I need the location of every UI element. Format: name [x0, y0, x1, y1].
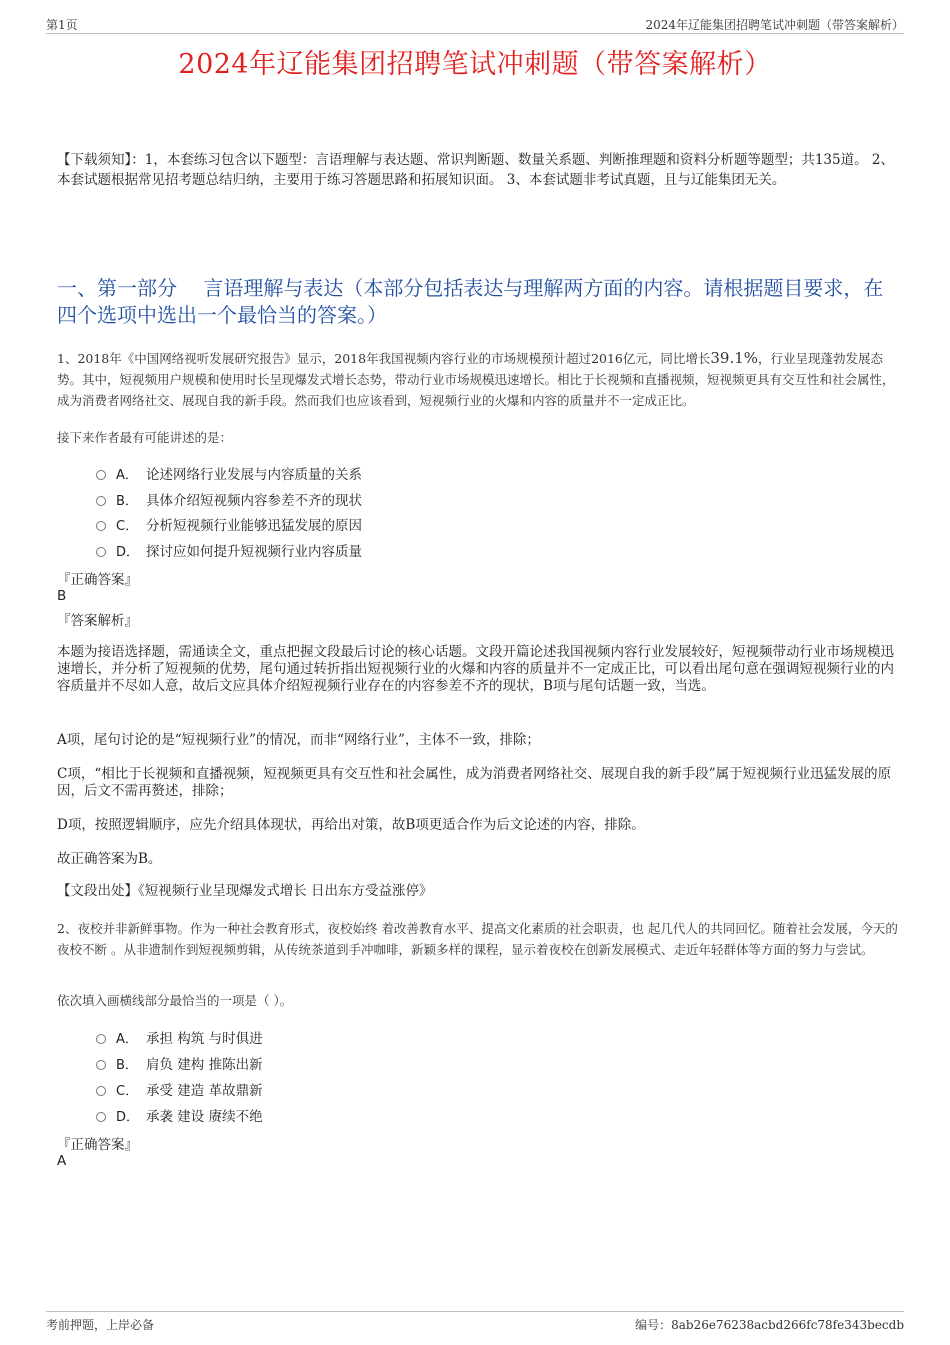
- page-footer: [46, 1311, 904, 1336]
- source-citation: 【文段出处】《短视频行业呈现爆发式增长 日出东方受益涨停》: [57, 883, 433, 899]
- question-1-text-a: 1、2018年《中国网络视听发展研究报告》显示，2018年我国视频内容行业的市场规模预计超过2016亿元，同比增长: [57, 351, 711, 366]
- radio-icon[interactable]: [96, 521, 106, 531]
- question-1-percent: 39.1%: [710, 349, 759, 367]
- radio-icon[interactable]: [96, 547, 106, 557]
- section-heading: 一、第一部分 言语理解与表达（本部分包括表达与理解两方面的内容。请根据题目要求，在四个选项中选出一个最恰当的答案。）: [57, 276, 884, 327]
- download-notice: 【下载须知】：1，本套练习包含以下题型：言语理解与表达题、常识判断题、数量关系题、判断推理题和资料分析题等题型；共135道。 2、本套试题根据常见招考题总结归纳，主要用于练习答题思路和拓展知识面。 3、本套试题非考试真题，且与辽能集团无关。: [57, 152, 894, 188]
- question-1-stem: [57, 348, 899, 411]
- radio-icon[interactable]: [96, 1034, 106, 1044]
- question-1-prompt: 接下来作者最有可能讲述的是：: [57, 430, 233, 445]
- question-2-option-a[interactable]: A． 承担 构筑 与时俱进: [96, 1027, 263, 1047]
- radio-icon[interactable]: [96, 470, 106, 480]
- document-title: 2024年辽能集团招聘笔试冲刺题（带答案解析）: [178, 49, 772, 80]
- question-1-option-c[interactable]: C． 分析短视频行业能够迅猛发展的原因: [96, 514, 362, 534]
- question-2-prompt: 依次填入画横线部分最恰当的一项是（ ）。: [57, 993, 293, 1008]
- analysis-paragraph: 故正确答案为B。: [57, 851, 162, 867]
- question-2-answer: A: [57, 1153, 67, 1169]
- question-1-answer: B: [57, 588, 67, 604]
- question-1-answer-label: 『正确答案』: [57, 572, 138, 588]
- question-2-stem: 2、夜校并非新鲜事物。作为一种社会教育形式，夜校始终 着改善教育水平、提高文化素质的社会职责，也 起几代人的共同回忆。随着社会发展，今天的夜校不断 。从非遗制作到短视频剪辑，从传统茶道到手冲咖啡，新颖多样的课程，显示着夜校在创新发展模式、走近年轻群体等方面的努力与尝试。: [57, 921, 898, 957]
- radio-icon[interactable]: [96, 1086, 106, 1096]
- question-1-analysis-label: 『答案解析』: [57, 613, 138, 629]
- analysis-paragraph: A项，尾句讨论的是“短视频行业”的情况，而非“网络行业”，主体不一致，排除；: [57, 732, 540, 748]
- radio-icon[interactable]: [96, 1060, 106, 1070]
- question-2-option-b[interactable]: B． 肩负 建构 推陈出新: [96, 1053, 263, 1073]
- question-1-option-b[interactable]: B． 具体介绍短视频内容参差不齐的现状: [96, 489, 362, 509]
- analysis-paragraph: 本题为接语选择题，需通读全文，重点把握文段最后讨论的核心话题。文段开篇论述我国视频内容行业发展较好，短视频带动行业市场规模迅速增长，并分析了短视频的优势，尾句通过转折指出短视频行业的火爆和内容的质量并不一定成正比，可以看出尾句意在强调短视频行业的内容质量并不尽如人意，故后文应具体介绍短视频行业存在的内容参差不齐的现状，B项与尾句话题一致，当选。: [57, 644, 894, 694]
- page-header: [46, 14, 904, 34]
- analysis-paragraph: C项，“相比于长视频和直播视频，短视频更具有交互性和社会属性，成为消费者网络社交、展现自我的新手段”属于短视频行业迅猛发展的原因，后文不需再赘述，排除；: [57, 766, 892, 799]
- page-number: 第1页: [46, 18, 78, 32]
- question-1-option-a[interactable]: A． 论述网络行业发展与内容质量的关系: [96, 463, 362, 483]
- question-2-option-d[interactable]: D． 承袭 建设 赓续不绝: [96, 1105, 263, 1125]
- analysis-paragraph: D项，按照逻辑顺序，应先介绍具体现状，再给出对策，故B项更适合作为后文论述的内容，排除。: [57, 817, 645, 833]
- document-id: 编号：8ab26e76238acbd266fc78fe343becdb: [635, 1318, 904, 1332]
- question-2-option-c[interactable]: C． 承受 建造 革故鼎新: [96, 1079, 263, 1099]
- radio-icon[interactable]: [96, 496, 106, 506]
- header-doc-title: 2024年辽能集团招聘笔试冲刺题（带答案解析）: [645, 18, 904, 32]
- footer-slogan: 考前押题，上岸必备: [46, 1318, 155, 1332]
- radio-icon[interactable]: [96, 1112, 106, 1122]
- question-1-option-d[interactable]: D． 探讨应如何提升短视频行业内容质量: [96, 540, 362, 560]
- question-1-text-b: ，行业呈现蓬勃发展态势。其中，短视频用户规模和使用时长呈现爆发式增长态势，带动行业市场规模迅速增长。相比于长视频和直播视频，短视频更具有交互性和社会属性，成为消费者网络社交、展现自我的新手段。然而我们也应该看到，短视频行业的火爆和内容的质量并不一定成正比。: [57, 351, 895, 408]
- question-2-answer-label: 『正确答案』: [57, 1137, 138, 1153]
